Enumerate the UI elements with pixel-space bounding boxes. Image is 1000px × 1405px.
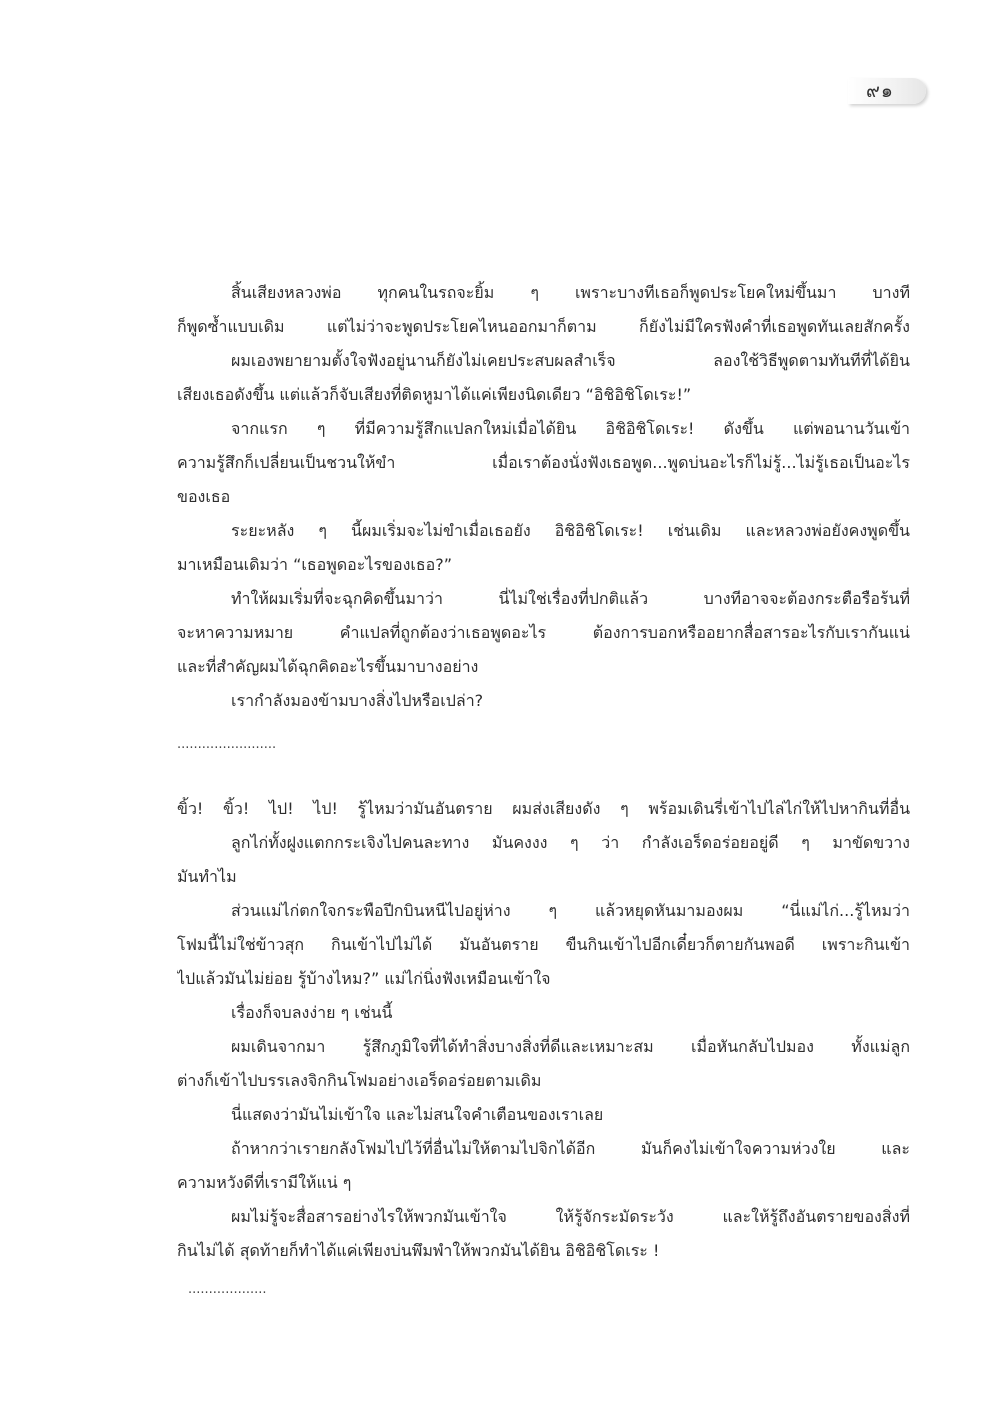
paragraph-line: ไปแล้วมันไม่ย่อย รู้บ้างไหม?” แม่ไก่นิ่งฟังเหมือนเข้าใจ xyxy=(177,969,551,988)
paragraph-line: ทำให้ผมเริ่มที่จะฉุกคิดขึ้นมาว่า นี่ไม่ใช่เรื่องที่ปกติแล้ว บางทีอาจจะต้องกระตือรือร้นที่ xyxy=(231,589,910,608)
body-section-1 xyxy=(177,276,910,718)
paragraph-line: โฟมนี้ไม่ใช่ข้าวสุก กินเข้าไปไม่ได้ มันอันตราย ขืนกินเข้าไปอีกเดี๋ยวก็ตายกันพอดี เพราะกินเข้า xyxy=(177,935,910,954)
paragraph-line: ก็พูดซ้ำแบบเดิม แต่ไม่ว่าจะพูดประโยคไหนออกมาก็ตาม ก็ยังไม่มีใครฟังคำที่เธอพูดทันเลยสักครั้ง xyxy=(177,317,910,336)
paragraph-line: ความรู้สึกก็เปลี่ยนเป็นชวนให้ขำ เมื่อเราต้องนั่งฟังเธอพูด...พูดบ่นอะไรก็ไม่รู้...ไม่รู้เธอเป็นอะไร xyxy=(177,453,910,472)
paragraph-line: เรากำลังมองข้ามบางสิ่งไปหรือเปล่า? xyxy=(231,691,484,710)
paragraph-line: เสียงเธอดังขึ้น แต่แล้วก็จับเสียงที่ติดหูมาได้แค่เพียงนิดเดียว “อิชิอิชิโดเระ!” xyxy=(177,385,692,404)
paragraph-line: ขิ้ว! ขิ้ว! ไป! ไป! รู้ไหมว่ามันอันตราย ผมส่งเสียงดัง ๆ พร้อมเดินรี่เข้าไปไล่ไก่ให้ไปหากินที่อื่น xyxy=(177,799,910,818)
page-number: ๙๑ xyxy=(866,80,894,102)
paragraph-line: กินไม่ได้ สุดท้ายก็ทำได้แค่เพียงบ่นพึมพำให้พวกมันได้ยิน อิชิอิชิโดเระ ! xyxy=(177,1241,660,1260)
paragraph-line: ผมเดินจากมา รู้สึกภูมิใจที่ได้ทำสิ่งบางสิ่งที่ดีและเหมาะสม เมื่อหันกลับไปมอง ทั้งแม่ลูก xyxy=(231,1037,910,1056)
paragraph-line: จากแรก ๆ ที่มีความรู้สึกแปลกใหม่เมื่อได้ยิน อิชิอิชิโดเระ! ดังขึ้น แต่พอนานวันเข้า xyxy=(231,419,910,438)
paragraph-line: ส่วนแม่ไก่ตกใจกระพือปีกบินหนีไปอยู่ห่าง ๆ แล้วหยุดหันมามองผม “นี่แม่ไก่...รู้ไหมว่า xyxy=(231,901,910,920)
paragraph-line: นี่แสดงว่ามันไม่เข้าใจ และไม่สนใจคำเตือนของเราเลย xyxy=(231,1105,604,1124)
paragraph-line: มาเหมือนเดิมว่า “เธอพูดอะไรของเธอ?” xyxy=(177,555,452,574)
paragraph-line: มันทำไม xyxy=(177,867,237,886)
paragraph-line: ต่างก็เข้าไปบรรเลงจิกกินโฟมอย่างเอร็ดอร่อยตามเดิม xyxy=(177,1071,542,1090)
paragraph-line: ความหวังดีที่เรามีให้แน่ ๆ xyxy=(177,1173,352,1192)
paragraph-line: ระยะหลัง ๆ นี้ผมเริ่มจะไม่ขำเมื่อเธอยัง อิชิอิชิโดเระ! เช่นเดิม และหลวงพ่อยังคงพูดขึ้น xyxy=(231,521,910,540)
paragraph-line: สิ้นเสียงหลวงพ่อ ทุกคนในรถจะยิ้ม ๆ เพราะบางทีเธอก็พูดประโยคใหม่ขึ้นมา บางที xyxy=(231,283,910,302)
paragraph-line: และที่สำคัญผมได้ฉุกคิดอะไรขึ้นมาบางอย่าง xyxy=(177,657,479,676)
paragraph-line: ของเธอ xyxy=(177,487,231,506)
paragraph-line: จะหาความหมาย คำแปลที่ถูกต้องว่าเธอพูดอะไร ต้องการบอกหรืออยากสื่อสารอะไรกับเรากันแน่ xyxy=(177,623,910,642)
paragraph-line: ผมเองพยายามตั้งใจฟังอยู่นานก็ยังไม่เคยประสบผลสำเร็จ ลองใช้วิธีพูดตามทันทีที่ได้ยิน xyxy=(231,351,910,370)
paragraph-line: ลูกไก่ทั้งฝูงแตกกระเจิงไปคนละทาง มันคงงง ๆ ว่า กำลังเอร็ดอร่อยอยู่ดี ๆ มาขัดขวาง xyxy=(231,833,910,852)
paragraph-line: ผมไม่รู้จะสื่อสารอย่างไรให้พวกมันเข้าใจ ให้รู้จักระมัดระวัง และให้รู้ถึงอันตรายของสิ่งที่ xyxy=(231,1207,910,1226)
paragraph-line: เรื่องก็จบลงง่าย ๆ เช่นนี้ xyxy=(231,1003,393,1022)
paragraph-line: ถ้าหากว่าเรายกลังโฟมไปไว้ที่อื่นไม่ให้ตามไปจิกได้อีก มันก็คงไม่เข้าใจความห่วงใย และ xyxy=(231,1139,910,1158)
body-section-2 xyxy=(177,792,910,1268)
section-separator: ........................ xyxy=(177,737,277,752)
section-separator: ................... xyxy=(188,1282,267,1297)
